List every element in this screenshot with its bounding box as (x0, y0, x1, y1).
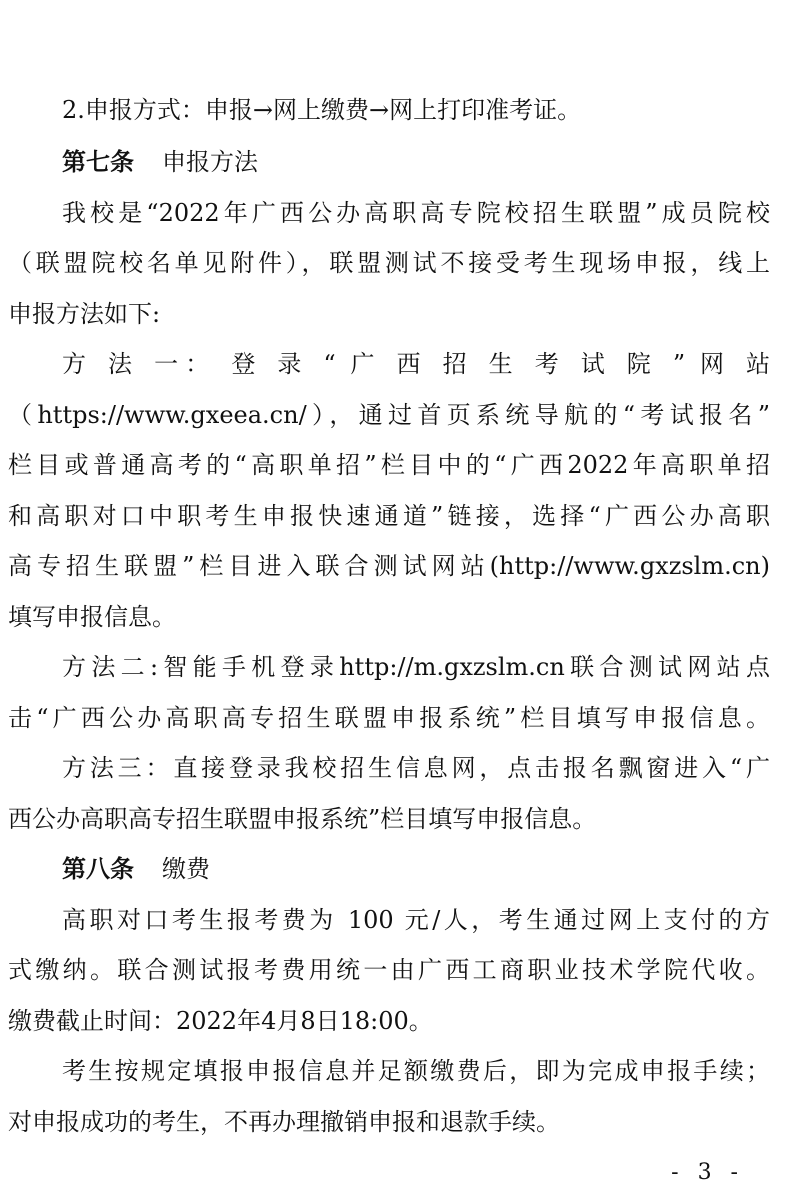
paragraph-line: 西公办高职高专招生联盟申报系统”栏目填写申报信息。 (8, 805, 597, 833)
paragraph-line: 高专招生联盟”栏目进入联合测试网站(http://www.gxzslm.cn) (8, 552, 770, 580)
method-one-line: 方 法 一： 登 录 “ 广 西 招 生 考 试 院 ” 网 站 (62, 350, 770, 378)
article-8-heading (62, 852, 770, 886)
article-7-heading (62, 145, 770, 179)
article-7-label: 第七条 (62, 148, 134, 176)
page-number: - 3 - (671, 1160, 744, 1185)
method-two-line: 方法二:智能手机登录http://m.gxzslm.cn联合测试网站点 (62, 653, 770, 681)
deadline-line: 缴费截止时间：2022年4月8日18:00。 (8, 1007, 433, 1035)
paragraph-line: （https://www.gxeea.cn/），通过首页系统导航的“考试报名” (8, 401, 770, 429)
paragraph-line: 考生按规定填报申报信息并足额缴费后，即为完成申报手续； (62, 1057, 770, 1085)
paragraph-line: 申报方法如下: (8, 300, 161, 328)
submission-method-line: 2.申报方式：申报→网上缴费→网上打印准考证。 (62, 96, 582, 124)
paragraph-line: 填写申报信息。 (8, 603, 176, 631)
paragraph-line: 击“广西公办高职高专招生联盟申报系统”栏目填写申报信息。 (8, 704, 770, 732)
paragraph-line: 和高职对口中职考生申报快速通道”链接，选择“广西公办高职 (8, 502, 770, 530)
paragraph-line: （联盟院校名单见附件），联盟测试不接受考生现场申报，线上 (8, 249, 770, 277)
fee-line: 高职对口考生报考费为 100 元/人，考生通过网上支付的方 (62, 906, 770, 934)
paragraph-line: 我校是“2022年广西公办高职高专院校招生联盟”成员院校 (62, 199, 770, 227)
paragraph-line: 对申报成功的考生，不再办理撤销申报和退款手续。 (8, 1108, 560, 1136)
article-8-label: 第八条 (62, 855, 134, 883)
method-three-line: 方法三：直接登录我校招生信息网，点击报名飘窗进入“广 (62, 754, 770, 782)
article-7-title: 申报方法 (162, 148, 258, 176)
paragraph-line: 式缴纳。联合测试报考费用统一由广西工商职业技术学院代收。 (8, 956, 770, 984)
paragraph-line: 栏目或普通高考的“高职单招”栏目中的“广西2022年高职单招 (8, 451, 770, 479)
article-8-title: 缴费 (162, 855, 210, 883)
